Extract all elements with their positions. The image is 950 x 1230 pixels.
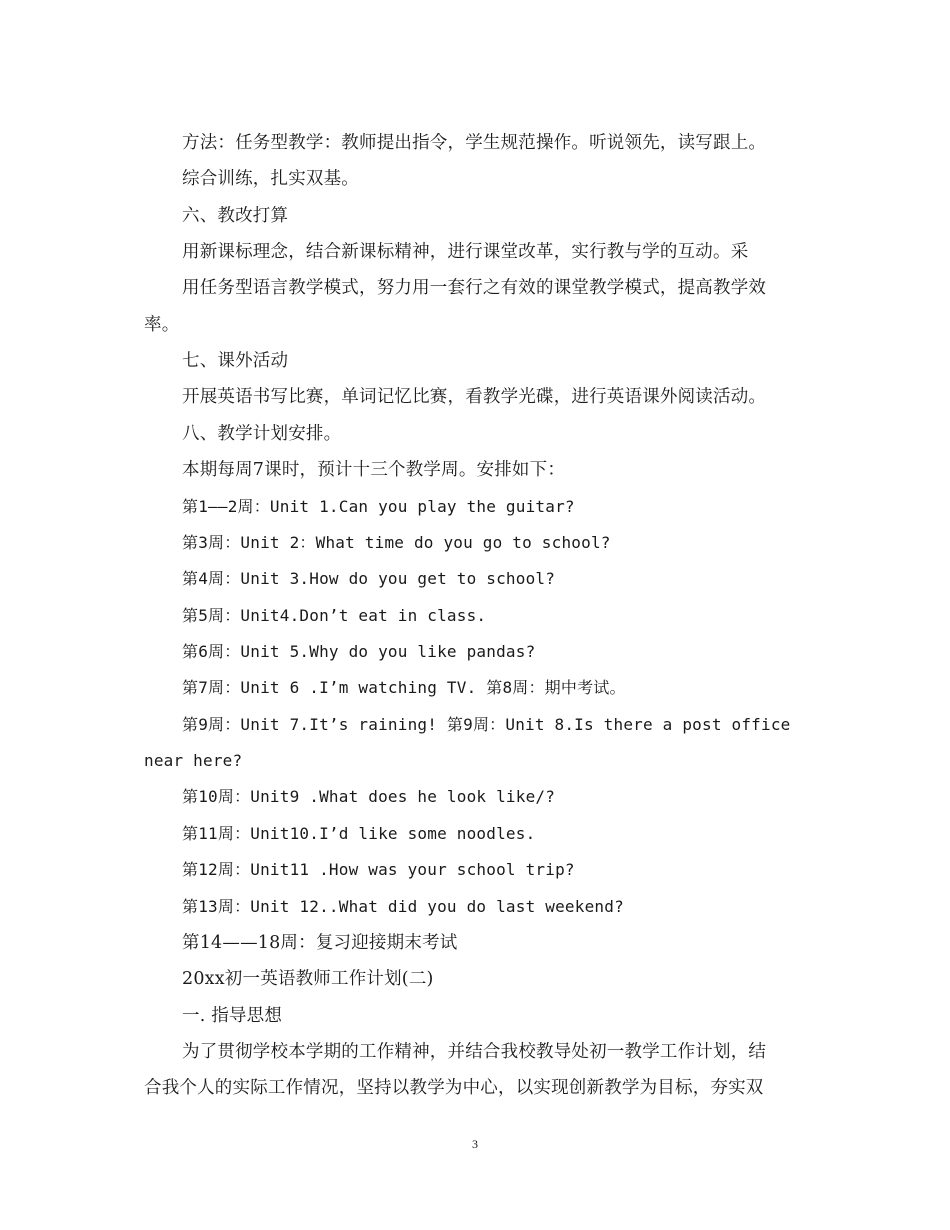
schedule-line: 第4周：Unit 3.How do you get to school?	[182, 569, 556, 588]
schedule-line: 第13周：Unit 12..What did you do last weekend?	[182, 897, 624, 916]
schedule-line: 第11周：Unit10.I’d like some noodles.	[182, 824, 536, 843]
section-heading: 六、教改打算	[182, 206, 289, 226]
text-line: 开展英语书写比赛，单词记忆比赛，看教学光碟，进行英语课外阅读活动。	[182, 387, 767, 407]
page-number: 3	[472, 1137, 478, 1151]
schedule-line: 第10周：Unit9 .What does he look like/?	[182, 787, 556, 806]
text-line: 方法：任务型教学：教师提出指令，学生规范操作。听说领先，读写跟上。	[182, 133, 767, 153]
section-heading: 七、课外活动	[182, 351, 289, 371]
schedule-line: 第6周：Unit 5.Why do you like pandas?	[182, 642, 536, 661]
schedule-line: 第7周：Unit 6 .I’m watching TV. 第8周：期中考试。	[182, 678, 626, 697]
schedule-line: 第1——2周：Unit 1.Can you play the guitar?	[182, 497, 575, 516]
schedule-line: near here?	[144, 751, 243, 770]
schedule-line: 第12周：Unit11 .How was your school trip?	[182, 860, 575, 879]
section-heading: 一. 指导思想	[182, 1006, 283, 1026]
schedule-line: 第3周：Unit 2：What time do you go to school?	[182, 533, 611, 552]
text-line: 用新课标理念，结合新课标精神，进行课堂改革，实行教与学的互动。采	[182, 242, 749, 262]
schedule-line: 第9周：Unit 7.It’s raining! 第9周：Unit 8.Is there a post office	[182, 715, 791, 734]
schedule-line: 第14——18周：复习迎接期末考试	[182, 933, 458, 953]
text-line: 综合训练，扎实双基。	[182, 169, 359, 189]
text-line: 率。	[144, 315, 180, 335]
text-line: 用任务型语言教学模式，努力用一套行之有效的课堂教学模式，提高教学效	[182, 278, 767, 298]
section-heading: 八、教学计划安排。	[182, 424, 342, 444]
section-title: 20xx初一英语教师工作计划(二)	[182, 969, 434, 989]
text-line: 本期每周7课时，预计十三个教学周。安排如下：	[182, 460, 566, 480]
schedule-line: 第5周：Unit4.Don’t eat in class.	[182, 606, 487, 625]
text-line: 合我个人的实际工作情况，坚持以教学为中心，以实现创新教学为目标，夯实双	[144, 1078, 764, 1098]
text-line: 为了贯彻学校本学期的工作精神，并结合我校教导处初一教学工作计划，结	[182, 1042, 767, 1062]
